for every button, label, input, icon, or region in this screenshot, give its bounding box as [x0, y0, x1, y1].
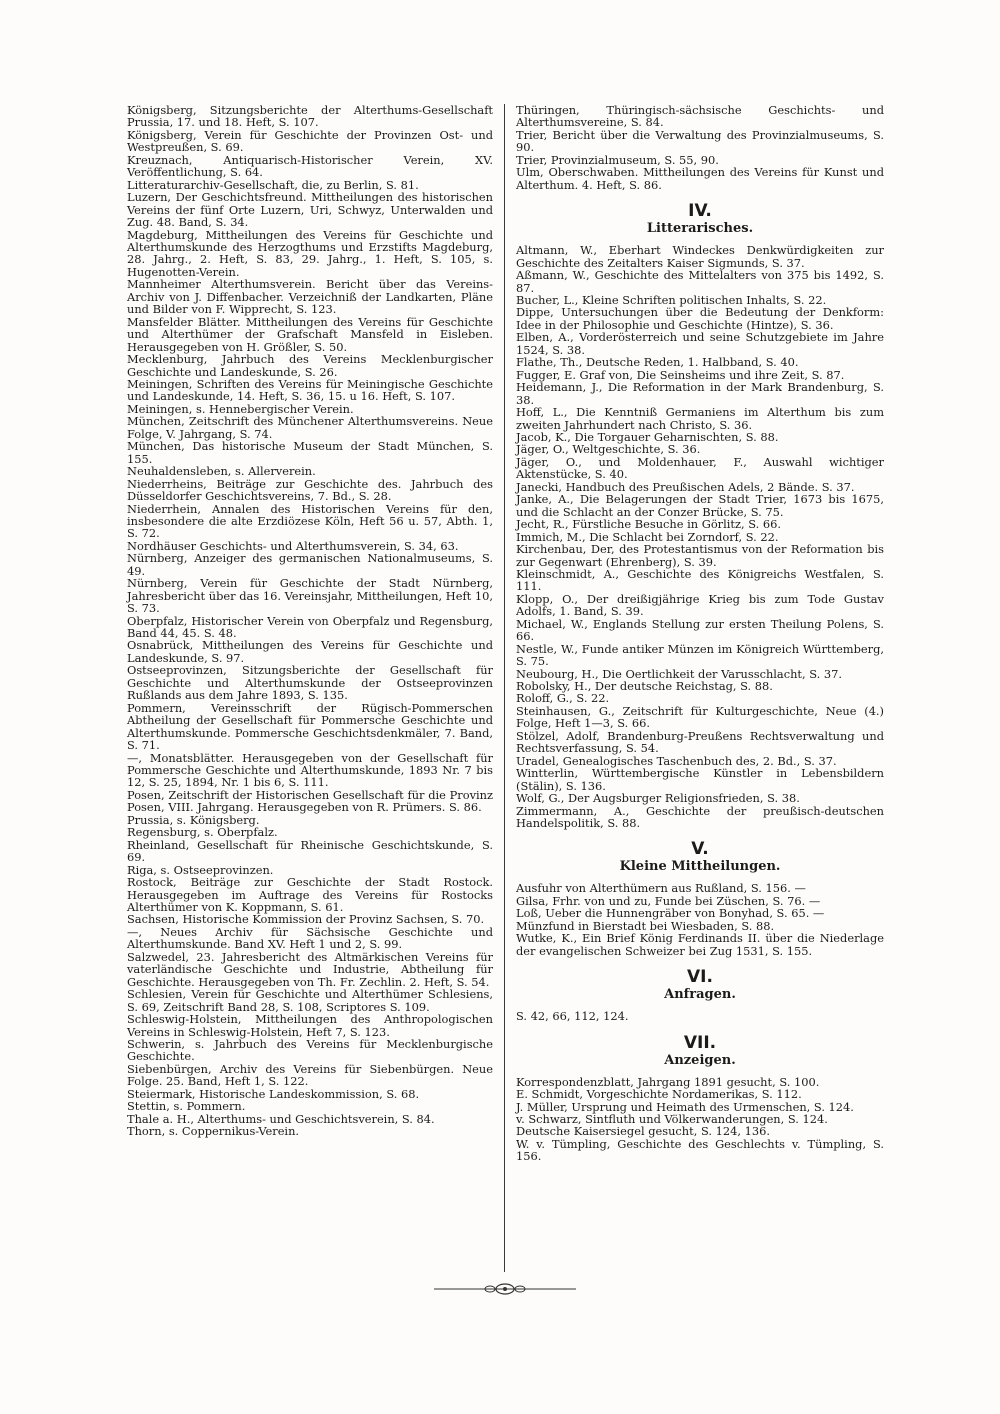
index-entry: Janecki, Handbuch des Preußischen Adels, 2 Bände. S. 37. [516, 479, 855, 494]
index-entry: Altmann, W., Eberhart Windeckes Denkwürdigkeiten zur Geschichte des Zeitalters Kaiser Sigmunds, S. 37. [516, 243, 884, 270]
index-entry: Nürnberg, Verein für Geschichte der Stadt Nürnberg, Jahresbericht über das 16. Vereinsjahr, Mittheilungen, Heft 10, S. 73. [127, 576, 493, 616]
index-entry: Fugger, E. Graf von, Die Seinsheims und ihre Zeit, S. 87. [516, 367, 845, 382]
index-entry: J. Müller, Ursprung und Heimath des Urmenschen, S. 124. [516, 1099, 854, 1114]
section-v-title: Kleine Mittheilungen. [619, 859, 781, 875]
index-entry: Prussia, s. Königsberg. [127, 812, 260, 827]
index-entry: Schlesien, Verein für Geschichte und Alterthümer Schlesiens, S. 69, Zeitschrift Band 28, S. 108, Scriptores S. 109. [127, 987, 493, 1014]
index-entry: München, Das historische Museum der Stadt München, S. 155. [127, 439, 493, 466]
index-entry: Zimmermann, A., Geschichte der preußisch-deutschen Handelspolitik, S. 88. [516, 803, 884, 831]
index-entry: Wintterlin, Württembergische Künstler in Lebensbildern (Stälin), S. 136. [516, 766, 884, 793]
index-entry: Siebenbürgen, Archiv des Vereins für Siebenbürgen. Neue Folge. 25. Band, Heft 1, S. 122. [127, 1061, 493, 1089]
section-vii-title: Anzeigen. [664, 1052, 736, 1068]
section-vi [516, 967, 884, 1022]
section-vii-entries [516, 1076, 884, 1163]
index-entry: Wutke, K., Ein Brief König Ferdinands II. über die Niederlage der evangelischen Schweizer bei Zug 1531, S. 155. [516, 931, 884, 958]
index-entry: Niederrhein, Annalen des Historischen Vereins für den, insbesondere die alte Erzdiözese Köln, Heft 56 u. 57, Abth. 1, S. 72. [127, 501, 493, 541]
section-v [516, 839, 884, 957]
section-vii-number: VII. [683, 1032, 717, 1053]
index-entry: Oberpfalz, Historischer Verein von Oberpfalz und Regensburg, Band 44, 45. S. 48. [127, 613, 493, 641]
index-entry: Jacob, K., Die Torgauer Geharnischten, S. 88. [516, 429, 779, 444]
index-entry: Thorn, s. Coppernikus-Verein. [127, 1124, 300, 1139]
index-entry: Riga, s. Ostseeprovinzen. [127, 862, 274, 877]
index-entry: Osnabrück, Mittheilungen des Vereins für Geschichte und Landeskunde, S. 97. [127, 638, 493, 665]
index-entry: Uradel, Genealogisches Taschenbuch des, 2. Bd., S. 37. [516, 753, 837, 768]
index-entry: Münzfund in Bierstadt bei Wiesbaden, S. 88. [516, 918, 775, 933]
index-entry: Gilsa, Frhr. von und zu, Funde bei Züschen, S. 76. — [516, 893, 821, 908]
left-column [127, 104, 493, 1138]
section-iv-number: IV. [688, 201, 712, 222]
index-entry: Pommern, Vereinsschrift der Rügisch-Pommerschen Abtheilung der Gesellschaft für Pommersche Geschichte und Alterthumskunde. Pommersche Geschichtsdenkmäler, 7. Band, S. 71. [127, 700, 493, 753]
index-entry: Luzern, Der Geschichtsfreund. Mittheilungen des historischen Vereins der fünf Orte Luzern, Uri, Schwyz, Unterwalden und Zug. 48. Band, S. 34. [127, 190, 493, 230]
index-entry: Schleswig-Holstein, Mittheilungen des Anthropologischen Vereins in Schleswig-Holstein, Heft 7, S. 123. [127, 1012, 493, 1039]
index-entry: Ausfuhr von Alterthümern aus Rußland, S. 156. — [516, 881, 806, 896]
index-entry: Posen, Zeitschrift der Historischen Gesellschaft für die Provinz Posen, VIII. Jahrgang. Herausgegeben von R. Prümers. S. 86. [127, 787, 493, 815]
index-entry: Kirchenbau, Der, des Protestantismus von der Reformation bis zur Gegenwart (Ehrenberg), S. 39. [516, 542, 884, 569]
section-vi-number: VI. [687, 967, 713, 988]
index-entry: Königsberg, Verein für Geschichte der Provinzen Ost- und Westpreußen, S. 69. [127, 127, 493, 155]
index-entry: Stettin, s. Pommern. [127, 1099, 246, 1114]
index-entry: München, Zeitschrift des Münchener Alterthumsvereins. Neue Folge, V. Jahrgang, S. 74. [127, 414, 493, 441]
section-vii [516, 1033, 884, 1163]
index-entry: Meiningen, Schriften des Vereins für Meiningische Geschichte und Landeskunde, 14. Heft, S. 36, 15. u 16. Heft, S. 107. [127, 376, 493, 404]
section-v-entries [516, 882, 884, 957]
index-entry: Mannheimer Alterthumsverein. Bericht über das Vereins-Archiv von J. Diffenbacher. Verzeichniß der Landkarten, Pläne und Bilder von F. Wipprecht, S. 123. [127, 277, 493, 317]
index-entry: Kleinschmidt, A., Geschichte des Königreichs Westfalen, S. 111. [516, 566, 884, 594]
index-entry: Stölzel, Adolf, Brandenburg-Preußens Rechtsverwaltung und Rechtsverfassung, S. 54. [516, 728, 884, 756]
section-v-number: V. [691, 839, 709, 860]
index-entry: Hoff, L., Die Kenntniß Germaniens im Alterthum bis zum zweiten Jahrhundert nach Christo, S. 36. [516, 405, 884, 432]
index-entry: Ostseeprovinzen, Sitzungsberichte der Gesellschaft für Geschichte und Alterthumskunde der Ostseeprovinzen Rußlands aus dem Jahre 1893, S. 135. [127, 663, 493, 703]
index-entry: Flathe, Th., Deutsche Reden, 1. Halbband, S. 40. [516, 355, 799, 370]
index-entry: Wolf, G., Der Augsburger Religionsfrieden, S. 38. [516, 791, 800, 806]
index-entry: Jäger, O., Weltgeschichte, S. 36. [516, 442, 701, 457]
index-entry: v. Schwarz, Sintfluth und Völkerwanderungen, S. 124. [516, 1112, 828, 1126]
index-entry: Trier, Bericht über die Verwaltung des Provinzialmuseums, S. 90. [516, 127, 884, 155]
index-entry: Neuhaldensleben, s. Allerverein. [127, 464, 316, 479]
index-entry: Ulm, Oberschwaben. Mittheilungen des Vereins für Kunst und Alterthum. 4. Heft, S. 86. [516, 165, 884, 192]
section-iv-title: Litterarisches. [646, 221, 754, 237]
index-entry: Rheinland, Gesellschaft für Rheinische Geschichtskunde, S. 69. [127, 837, 493, 865]
index-entry: Thale a. H., Alterthums- und Geschichtsverein, S. 84. [127, 1111, 435, 1126]
index-entry: Michael, W., Englands Stellung zur ersten Theilung Polens, S. 66. [516, 616, 884, 644]
index-entry: Litteraturarchiv-Gesellschaft, die, zu Berlin, S. 81. [127, 177, 419, 192]
index-entry: —, Neues Archiv für Sächsische Geschichte und Alterthumskunde. Band XV. Heft 1 und 2, S. 99. [127, 924, 493, 952]
index-entry: Steinhausen, G., Zeitschrift für Kulturgeschichte, Neue (4.) Folge, Heft 1—3, S. 66. [516, 703, 884, 731]
index-entry: Deutsche Kaisersiegel gesucht, S. 124, 136. [516, 1124, 770, 1139]
index-entry: Nürnberg, Anzeiger des germanischen Nationalmuseums, S. 49. [127, 551, 493, 578]
index-entry: Rostock, Beiträge zur Geschichte der Stadt Rostock. Herausgegeben im Auftrage des Vereins für Rostocks Alterthümer von K. Koppmann, S. 61. [127, 875, 493, 914]
section-iv [516, 201, 884, 829]
index-entry: Meiningen, s. Hennebergischer Verein. [127, 401, 354, 416]
end-ornament [430, 1281, 580, 1297]
index-entry: Roloff, G., S. 22. [516, 691, 610, 706]
index-entry: Mansfelder Blätter. Mittheilungen des Vereins für Geschichte und Alterthümer der Grafschaft Mansfeld in Eisleben. Herausgegeben von H. Größler, S. 50. [127, 314, 493, 354]
index-entry: —, Monatsblätter. Herausgegeben von der Gesellschaft für Pommersche Geschichte und Alterthumskunde, 1893 Nr. 7 bis 12, S. 25, 1894, Nr. 1 bis 6, S. 111. [127, 750, 493, 790]
index-entry: Neubourg, H., Die Oertlichkeit der Varusschlacht, S. 37. [516, 666, 843, 681]
index-entry: Robolsky, H., Der deutsche Reichstag, S. 88. [516, 679, 773, 694]
section-iv-entries [516, 244, 884, 829]
index-entry: Janke, A., Die Belagerungen der Stadt Trier, 1673 bis 1675, und die Schlacht an der Conzer Brücke, S. 75. [516, 492, 884, 519]
index-entry: E. Schmidt, Vorgeschichte Nordamerikas, S. 112. [516, 1087, 802, 1102]
section-vi-entries [516, 1010, 884, 1022]
index-entry: Jäger, O., und Moldenhauer, F., Auswahl wichtiger Aktenstücke, S. 40. [516, 454, 884, 482]
index-entry: Schwerin, s. Jahrbuch des Vereins für Mecklenburgische Geschichte. [127, 1036, 493, 1064]
index-entry: Steiermark, Historische Landeskommission, S. 68. [127, 1086, 420, 1101]
index-entry: Klopp, O., Der dreißigjährige Krieg bis zum Tode Gustav Adolfs, 1. Band, S. 39. [516, 591, 884, 619]
index-entry: Aßmann, W., Geschichte des Mittelalters von 375 bis 1492, S. 87. [516, 268, 884, 295]
section-vi-title: Anfragen. [664, 987, 736, 1003]
index-entry: Niederrheins, Beiträge zur Geschichte des. Jahrbuch des Düsseldorfer Geschichtsvereins, 7. Bd., S. 28. [127, 476, 493, 504]
index-entry: Korrespondenzblatt, Jahrgang 1891 gesucht, S. 100. [516, 1074, 820, 1089]
index-entry: Salzwedel, 23. Jahresbericht des Altmärkischen Vereins für vaterländische Geschichte und Industrie, Abtheilung für Geschichte. Herausgegeben von Th. Fr. Zechlin. 2. Heft, S. 54. [127, 949, 493, 989]
index-entry: Jecht, R., Fürstliche Besuche in Görlitz, S. 66. [516, 517, 781, 532]
right-column [516, 104, 884, 1163]
index-entry: Loß, Ueber die Hunnengräber von Bonyhad, S. 65. — [516, 906, 825, 921]
index-entry: Kreuznach, Antiquarisch-Historischer Verein, XV. Veröffentlichung, S. 64. [127, 152, 493, 180]
index-entry: Mecklenburg, Jahrbuch des Vereins Mecklenburgischer Geschichte und Landeskunde, S. 26. [127, 352, 493, 379]
right-top-entries [516, 104, 884, 191]
index-entry: Nordhäuser Geschichts- und Alterthumsverein, S. 34, 63. [127, 538, 459, 553]
column-divider [504, 104, 505, 1272]
index-entry: Bucher, L., Kleine Schriften politischen Inhalts, S. 22. [516, 292, 827, 307]
index-entry: Dippe, Untersuchungen über die Bedeutung der Denkform: Idee in der Philosophie und Geschichte (Hintze), S. 36. [516, 305, 884, 332]
index-entry: Elben, A., Vorderösterreich und seine Schutzgebiete im Jahre 1524, S. 38. [516, 330, 884, 357]
index-entry: W. v. Tümpling, Geschichte des Geschlechts v. Tümpling, S. 156. [516, 1136, 884, 1164]
index-entry: S. 42, 66, 112, 124. [516, 1009, 629, 1024]
index-entry: Magdeburg, Mittheilungen des Vereins für Geschichte und Alterthumskunde des Herzogthums und Erzstifts Magdeburg, 28. Jahrg., 2. Heft, S. 83, 29. Jahrg., 1. Heft, S. 105, s. Hugenotten-Verein. [127, 227, 493, 279]
index-entry: Trier, Provinzialmuseum, S. 55, 90. [516, 152, 719, 167]
index-entry: Sachsen, Historische Kommission der Provinz Sachsen, S. 70. [127, 912, 485, 927]
index-entry: Königsberg, Sitzungsberichte der Alterthums-Gesellschaft Prussia, 17. und 18. Heft, S. 107. [127, 103, 493, 130]
index-entry: Nestle, W., Funde antiker Münzen im Königreich Württemberg, S. 75. [516, 641, 884, 669]
index-entry: Regensburg, s. Oberpfalz. [127, 825, 278, 840]
index-entry: Heidemann, J., Die Reformation in der Mark Brandenburg, S. 38. [516, 380, 884, 407]
index-entry: Immich, M., Die Schlacht bei Zorndorf, S. 22. [516, 529, 779, 544]
index-entry: Thüringen, Thüringisch-sächsische Geschichts- und Alterthumsvereine, S. 84. [516, 103, 884, 130]
